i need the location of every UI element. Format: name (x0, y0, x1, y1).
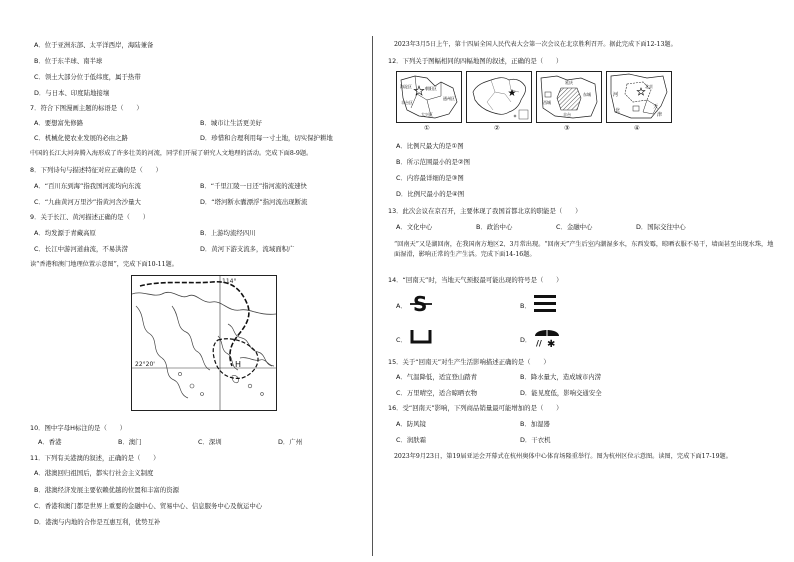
q12-stem: 12．下列关于图幅相同的四幅地图的叙述，正确的是（ ） (388, 57, 563, 65)
q12-option-b: B．所示范围最小的是②图 (396, 158, 471, 166)
map4-label-tian: 天 (653, 104, 659, 110)
q13-option-d: D．国际交往中心 (636, 223, 686, 231)
q16-stem: 16．受“回南天”影响，下列商品销量最可能增加的是（ ） (388, 404, 563, 412)
q12-option-a: A．比例尺最大的是①图 (396, 142, 464, 150)
map1-label-haidian: 海淀区 (400, 84, 412, 89)
q16-option-c: C．润肤霜 (396, 436, 427, 444)
intro-17-19: 2023年9月23日，第19届亚运会开幕式在杭州奥体中心体育场隆重举行。图为杭州区位示意图。读图，完成下面17-19题。 (394, 453, 732, 460)
q8-option-c: C．“九曲黄河万里沙”指黄河含沙量大 (34, 198, 141, 206)
map3-label-fengtai: 丰台 (563, 112, 571, 117)
q15-option-a: A．气温降低，适宜登山踏青 (396, 373, 478, 381)
map-3-beijing-core (536, 71, 602, 123)
q8-stem: 8．下列诗句与描述特征对应正确的是（ ） (30, 166, 162, 174)
column-divider (372, 36, 373, 556)
sleet-icon (410, 328, 432, 346)
q16-option-d: D．干衣机 (520, 436, 551, 444)
sand-storm-icon (410, 292, 432, 316)
map-4-number: ④ (634, 124, 640, 132)
svg-text:S: S (413, 292, 428, 316)
map-lat-label: 22°20' (135, 361, 155, 368)
q9-option-d: D．黄河下游支流多，流域面积广 (200, 245, 295, 253)
map4-label-bei: 北 (615, 108, 621, 114)
q15-option-b: B．降水量大，造成城市内涝 (520, 373, 602, 381)
svg-text:✱: ✱ (547, 339, 556, 348)
q15-option-d: D．能见度低，影响交通安全 (520, 389, 602, 397)
q13-option-a: A．文化中心 (396, 223, 433, 231)
q16-option-b: B．加湿器 (520, 420, 550, 428)
map-4-jingjinji (606, 71, 672, 123)
q10-option-b: B．澳门 (118, 438, 142, 446)
q6-option-b: B．位于东半球、南半球 (34, 57, 103, 65)
map4-label-beijing: 北京 (645, 84, 653, 89)
q11-option-a: A．港澳回归祖国后，都实行社会主义制度 (34, 469, 154, 477)
q11-option-b: B．港澳经济发展主要依赖优越的位置和丰富的资源 (34, 486, 179, 494)
map4-label-he: 河 (613, 92, 619, 98)
q7-option-a: A．要想富先修路 (34, 119, 84, 127)
intro-14-16: “回南天”又是湖回南，在我国南方地区2、3月常出现。“回南天”产生后室内潮湿多水，东西发霉，晾晒衣服不易干，墙面甚至出现水珠，地面湿滑，影响正常的生产生活。完成下面14-16题。 (394, 241, 774, 258)
map3-label-xicheng: 西城 (543, 100, 551, 105)
q16-option-a: A．防风镜 (396, 420, 426, 428)
map1-label-daxing: 大兴区 (421, 112, 433, 117)
hk-macau-map-svg (132, 276, 276, 410)
map3-label-dongcheng: 东城 (583, 92, 591, 97)
q15-stem: 15．关于“回南天”对生产生活影响描述正确的是（ ） (388, 358, 550, 366)
q10-stem: 10．图中字母H标注的是（ ） (30, 424, 127, 432)
map-1-district (396, 71, 462, 123)
map1-label-chaoyang: 朝阳区 (425, 86, 437, 91)
map-2-china (466, 71, 532, 123)
map-marker-h: H (235, 360, 242, 369)
q8-option-a: A．“百川东到海”指我国河流均向东流 (34, 182, 141, 190)
q11-stem: 11．下列有关港澳的叙述，正确的是（ ） (30, 454, 160, 462)
q9-option-c: C．长江中游河道曲流，不易洪涝 (34, 245, 128, 253)
map1-label-tongzhou: 通州区 (443, 96, 455, 101)
map-lon-label: 114° (222, 278, 237, 285)
q12-option-d: D．比例尺最小的是④图 (396, 190, 465, 198)
map3-label-yanqing: 延庆 (565, 80, 573, 85)
q9-stem: 9．关于长江、黄河描述正确的是（ ） (30, 213, 150, 221)
q10-option-a: A．香港 (38, 438, 62, 446)
map-2-number: ② (494, 124, 500, 132)
q10-option-d: D．广州 (278, 438, 303, 446)
q12-option-c: C．内容最详细的是③图 (396, 174, 464, 182)
q13-option-c: C．金融中心 (556, 223, 593, 231)
intro-8-9: 中国的长江大河奔腾入海形成了许多壮美的河流，同学们开展了研究人文地理的活动。完成下面8-9题。 (30, 150, 313, 157)
q14-option-d-label: D． (520, 336, 532, 344)
hk-macau-map (131, 275, 277, 411)
thunderstorm-snow-icon (534, 324, 560, 348)
map4-label-jin: 津 (657, 112, 663, 118)
q8-option-b: B．“千里江陵一日还”指河流的流速快 (200, 182, 307, 190)
intro-10-11: 读“香港和澳门地理位置示意图”，完成下面10-11题。 (30, 261, 178, 268)
q15-option-c: C．万里晴空，适合晾晒衣物 (396, 389, 478, 397)
q7-option-d: D．珍惜和合理利用每一寸土地，切实保护耕地 (200, 134, 333, 142)
map-1-number: ① (424, 124, 430, 132)
q7-option-b: B．城市让生活更美好 (200, 119, 262, 127)
q10-option-c: C．深圳 (198, 438, 222, 446)
q14-option-b-label: B． (520, 302, 531, 310)
q6-option-c: C．领土大部分位于低纬度，属于热带 (34, 73, 141, 81)
q14-stem: 14．“回南天”时，当地天气预报最可能出现的符号是（ ） (388, 276, 563, 284)
q9-option-a: A．均发源于青藏高原 (34, 229, 96, 237)
q7-stem: 7．符合下图漫画主题的标语是（ ） (30, 104, 143, 112)
fog-icon (534, 294, 556, 314)
q13-option-b: B．政治中心 (476, 223, 513, 231)
q9-option-b: B．上游均流经四川 (200, 229, 256, 237)
q8-option-d: D．“塔河断水囊漂浮”指河流出现断流 (200, 198, 308, 206)
intro-12-13: 2023年3月5日上午，第十四届全国人民代表大会第一次会议在北京胜利召开。据此完成下面12-13题。 (394, 41, 677, 48)
q11-option-d: D．港澳与内地的合作是互惠互利，优势互补 (34, 518, 161, 526)
star-capital-icon (414, 86, 424, 95)
map1-label-fengtai: 丰台区 (401, 100, 413, 105)
q7-option-c: C．机械化使农业发展的必由之路 (34, 134, 128, 142)
map-3-number: ③ (564, 124, 570, 132)
q11-option-c: C．香港和澳门都是世界上重要的金融中心、贸易中心、信息服务中心及航运中心 (34, 502, 263, 510)
q13-stem: 13．此次会议在京召开，主要体现了我国首都北京的职能是（ ） (388, 207, 582, 215)
q6-option-a: A．位于亚洲东部、太平洋西岸，海陆兼备 (34, 41, 154, 49)
svg-text://: // (536, 339, 542, 348)
q14-option-c-label: C． (396, 336, 407, 344)
q14-option-a-label: A． (396, 302, 407, 310)
q6-option-d: D．与日本、印度陆地接壤 (34, 89, 110, 97)
